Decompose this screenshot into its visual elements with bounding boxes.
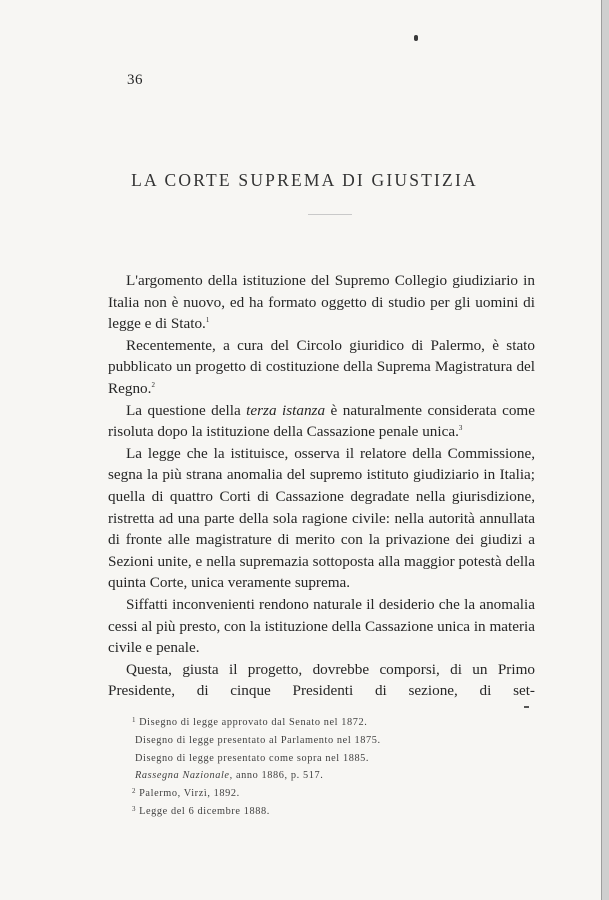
ink-speck: [414, 35, 418, 41]
footnote: Disegno di legge presentato al Parlamento nel 1875.: [135, 734, 381, 746]
footnote-ref: 2: [151, 380, 155, 389]
page-edge: [601, 0, 609, 900]
footnote: Rassegna Nazionale, anno 1886, p. 517.: [135, 770, 324, 782]
italic-term: terza istanza: [246, 401, 326, 419]
paragraph: La questione della terza istanza è naturalmente considerata come risoluta dopo la istituzione della Cassazione penale unica.$^3$: [108, 401, 535, 441]
paragraph: La legge che la istituisce, osserva il relatore della Commissione, segna la più strana anomalia del supremo istituto giudiziario in Italia; quella di quattro Corti di Cassazione degradate nella giurisdizione, ristretta ad una parte della sola ragione civile: nella autorità annullata di fronte alle magistrature di merito con la privazione dei giudizi a Sezioni unite, e nella supremazia sottoposta alla maggior potestà della quinta Corte, unica veramente suprema.: [108, 444, 535, 592]
footnote-ref: 3: [458, 424, 463, 433]
footnote: $^2$ Palermo, Virzì, 1892.: [132, 787, 240, 800]
footnote: Disegno di legge presentato come sopra nel 1885.: [135, 752, 370, 764]
chapter-title: LA CORTE SUPREMA DI GIUSTIZIA: [131, 170, 478, 190]
footnote: $^3$ Legge del 6 dicembre 1888.: [132, 804, 270, 817]
footnotes: [132, 713, 462, 820]
body-text: [108, 270, 535, 702]
footnote-ref: 1: [205, 316, 210, 325]
paragraph: Questa, giusta il progetto, dovrebbe comporsi, di un Primo Presidente, di cinque Presidenti di sezione, di set-: [108, 660, 535, 700]
paragraph: Recentemente, a cura del Circolo giuridico di Palermo, è stato pubblicato un progetto di costituzione della Suprema Magistratura del Regno.$^2$: [108, 336, 535, 397]
paragraph: Siffatti inconvenienti rendono naturale il desiderio che la anomalia cessi al più presto, con la istituzione della Cassazione unica in materia civile e penale.: [108, 595, 535, 657]
page-number: 36: [127, 72, 143, 88]
continuation-mark: [524, 706, 529, 708]
paragraph: L'argomento della istituzione del Supremo Collegio giudiziario in Italia non è nuovo, ed ha formato oggetto di studio per gli uomini di legge e di Stato.$^1$: [108, 272, 535, 333]
title-rule: [308, 214, 352, 215]
footnote: $^1$ Disegno di legge approvato dal Senato nel 1872.: [132, 716, 368, 728]
